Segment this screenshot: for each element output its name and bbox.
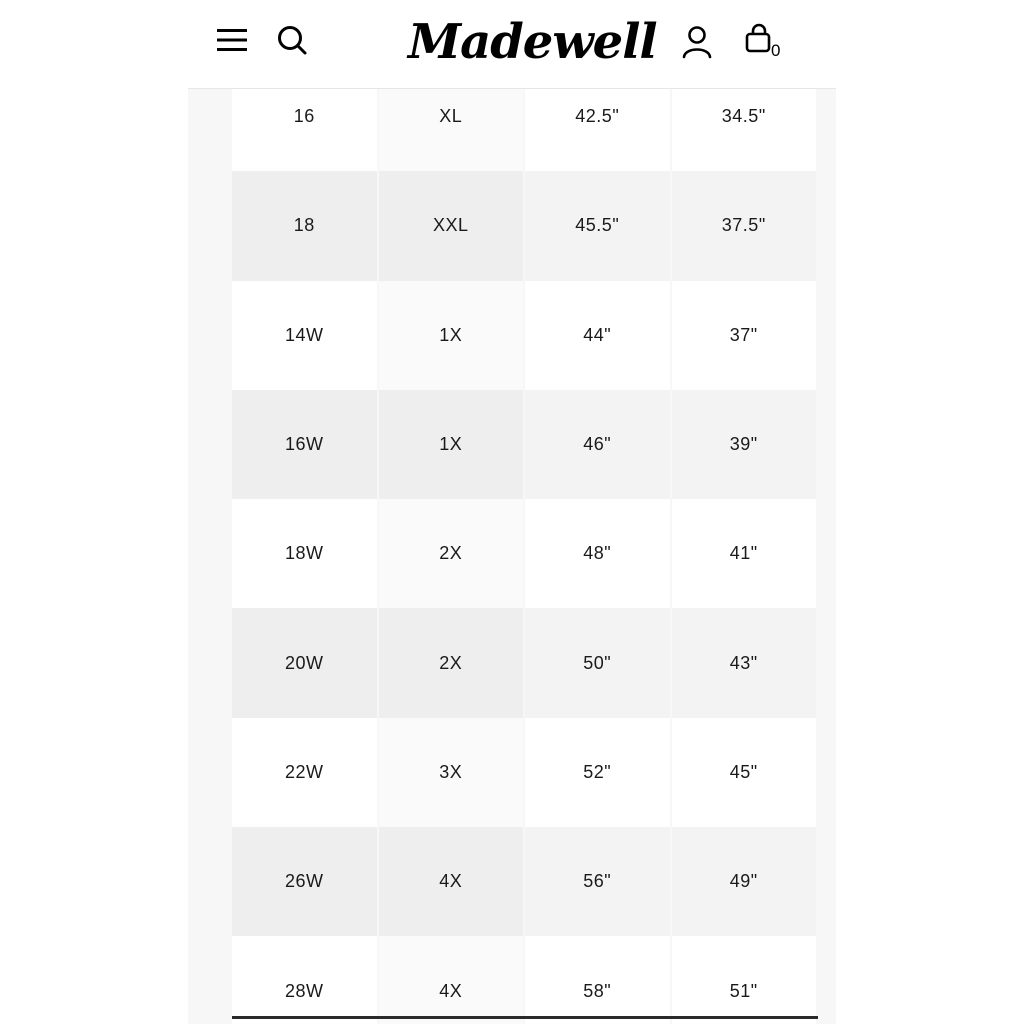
table-row [232, 718, 816, 827]
table-row [232, 171, 816, 280]
bag-count-badge: 0 [771, 41, 781, 60]
alpha-size-cell: XL [379, 62, 524, 171]
bust-cell: 52" [525, 718, 670, 827]
waist-cell: 37" [672, 281, 817, 390]
waist-cell: 45" [672, 718, 817, 827]
alpha-size-cell: 4X [379, 827, 524, 936]
alpha-size-cell: 1X [379, 390, 524, 499]
waist-cell: 37.5" [672, 171, 817, 280]
waist-cell: 43" [672, 608, 817, 717]
menu-button[interactable] [214, 22, 250, 58]
table-row [232, 608, 816, 717]
size-chart-area [188, 88, 836, 1024]
bust-cell: 58" [525, 936, 670, 1024]
bust-cell: 50" [525, 608, 670, 717]
size-chart-table [230, 62, 818, 1024]
waist-cell: 39" [672, 390, 817, 499]
site-header [188, 0, 836, 89]
size-cell: 16 [232, 62, 377, 171]
size-cell: 22W [232, 718, 377, 827]
account-icon [680, 24, 714, 60]
size-cell: 18W [232, 499, 377, 608]
bust-cell: 45.5" [525, 171, 670, 280]
search-icon [274, 22, 310, 58]
bust-cell: 46" [525, 390, 670, 499]
bust-cell: 48" [525, 499, 670, 608]
search-button[interactable] [274, 22, 310, 58]
menu-icon [214, 22, 250, 58]
alpha-size-cell: 4X [379, 936, 524, 1024]
size-cell: 16W [232, 390, 377, 499]
size-cell: 14W [232, 281, 377, 390]
bag-icon [744, 22, 774, 56]
app-frame [188, 0, 836, 1024]
bust-cell: 56" [525, 827, 670, 936]
table-row [232, 390, 816, 499]
waist-cell: 51" [672, 936, 817, 1024]
bust-cell: 44" [525, 281, 670, 390]
account-button[interactable] [680, 24, 714, 60]
table-row [232, 281, 816, 390]
waist-cell: 41" [672, 499, 817, 608]
alpha-size-cell: 1X [379, 281, 524, 390]
alpha-size-cell: 3X [379, 718, 524, 827]
size-cell: 18 [232, 171, 377, 280]
table-row [232, 827, 816, 936]
table-row [232, 936, 816, 1024]
size-cell: 28W [232, 936, 377, 1024]
alpha-size-cell: 2X [379, 608, 524, 717]
shopping-bag-button[interactable] [744, 22, 788, 62]
size-cell: 26W [232, 827, 377, 936]
table-bottom-divider [232, 1016, 818, 1019]
madewell-logo[interactable]: Madewell [408, 14, 657, 70]
alpha-size-cell: XXL [379, 171, 524, 280]
size-cell: 20W [232, 608, 377, 717]
table-row [232, 499, 816, 608]
alpha-size-cell: 2X [379, 499, 524, 608]
waist-cell: 49" [672, 827, 817, 936]
waist-cell: 34.5" [672, 62, 817, 171]
bust-cell: 42.5" [525, 62, 670, 171]
